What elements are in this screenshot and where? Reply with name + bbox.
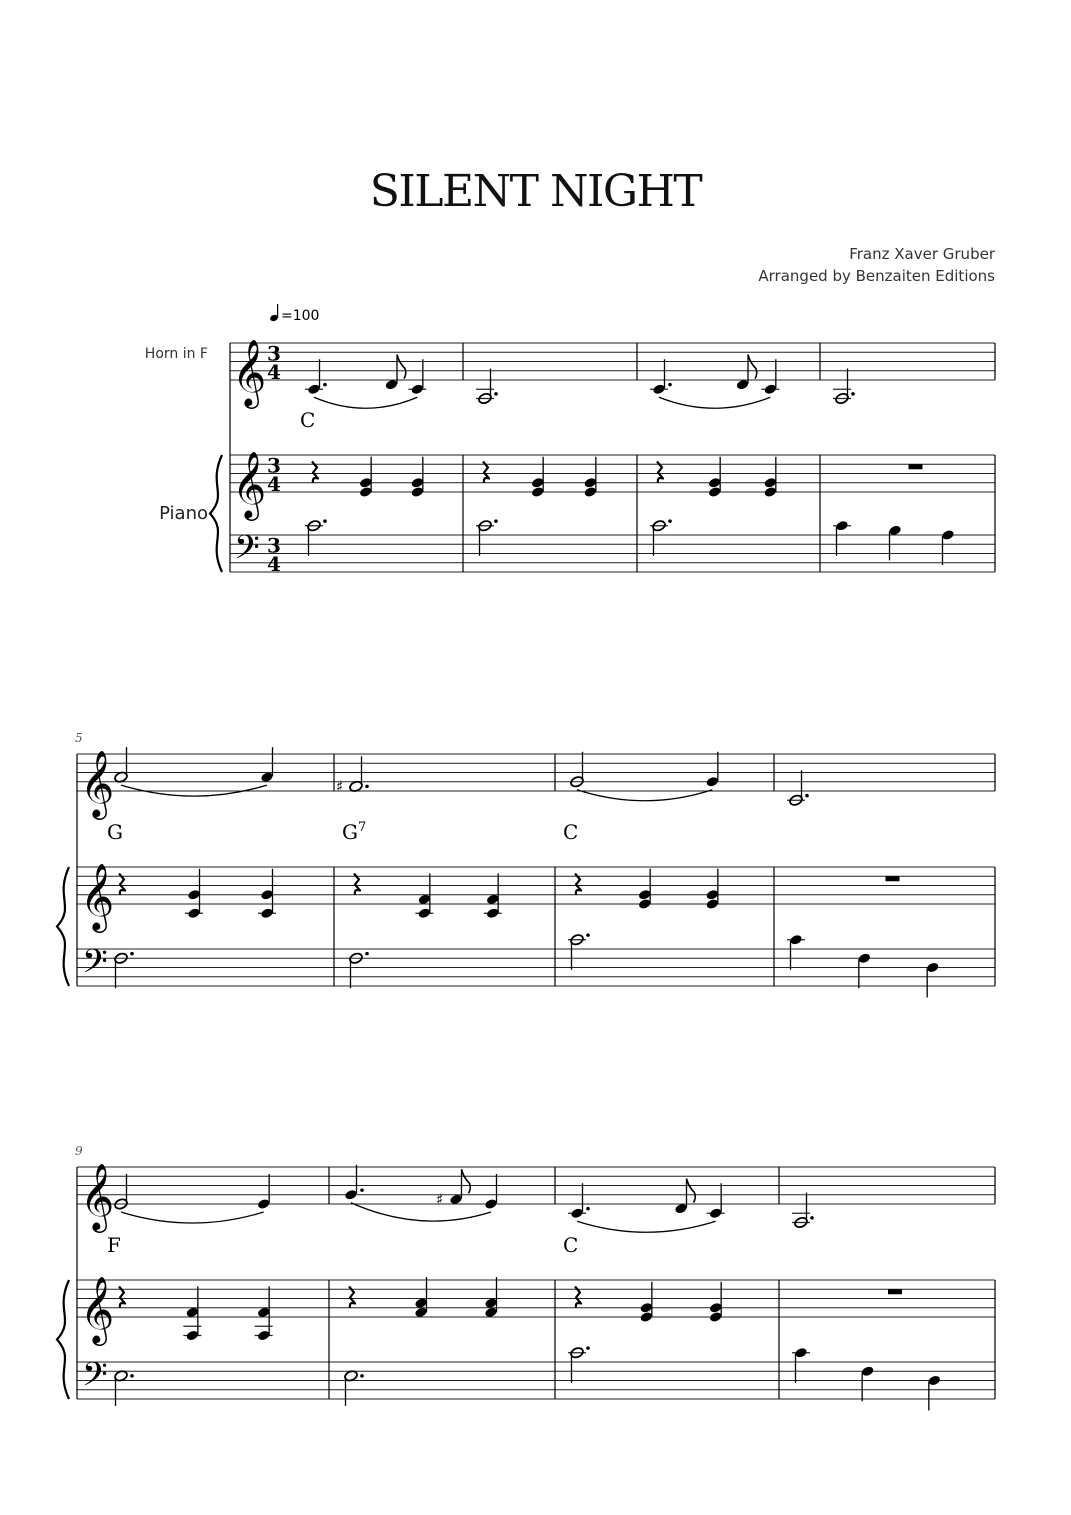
- note-head: [638, 889, 652, 901]
- time-signature-top: 3: [267, 453, 281, 478]
- duration-dot: [805, 794, 809, 798]
- note-head: [359, 486, 373, 498]
- note-head: [941, 529, 955, 541]
- duration-dot: [668, 519, 672, 523]
- note-head: [639, 1302, 653, 1314]
- treble-clef-icon: 𝄞: [232, 450, 267, 518]
- note-head: [639, 1311, 653, 1323]
- slur: [577, 1221, 716, 1232]
- note-head: [260, 889, 274, 901]
- note-head: [410, 477, 424, 489]
- chord-symbol: $G^7$: [342, 820, 367, 844]
- note-head: [794, 1347, 808, 1359]
- note-head: [410, 383, 424, 395]
- eighth-flag: [462, 1169, 471, 1193]
- note-head: [926, 962, 940, 974]
- piano-instrument-label: Piano: [159, 503, 208, 524]
- bass-clef-icon: 𝄢: [234, 528, 260, 575]
- chord-symbol: C: [563, 1233, 579, 1257]
- note-head: [260, 907, 274, 919]
- time-signature-top: 3: [267, 533, 281, 558]
- eighth-flag: [748, 355, 757, 379]
- tempo-marking: [269, 304, 319, 324]
- system-3: [57, 1144, 995, 1411]
- note-head: [531, 477, 545, 489]
- note-head: [708, 486, 722, 498]
- note-head: [789, 934, 803, 946]
- note-head: [583, 477, 597, 489]
- score-title: SILENT NIGHT: [369, 166, 702, 217]
- treble-clef-icon: 𝄞: [80, 1162, 115, 1230]
- slur: [351, 1203, 491, 1221]
- note-head: [531, 486, 545, 498]
- note-head: [857, 952, 871, 964]
- note-head: [763, 383, 777, 395]
- note-head: [705, 889, 719, 901]
- bass-clef-icon: 𝄢: [82, 942, 108, 989]
- time-signature-bottom: 4: [267, 552, 281, 576]
- note-head: [763, 486, 777, 498]
- duration-dot: [130, 952, 134, 956]
- duration-dot: [323, 383, 327, 387]
- piano-bass-staff: [230, 535, 995, 572]
- composer-credit: Franz Xaver Gruber: [849, 245, 995, 263]
- note-head: [652, 383, 666, 395]
- note-head: [486, 907, 500, 919]
- chord-symbol: C: [563, 820, 579, 844]
- note-head: [583, 486, 597, 498]
- system-1: [210, 338, 995, 576]
- duration-dot: [851, 392, 855, 396]
- duration-dot: [323, 519, 327, 523]
- eighth-flag: [397, 355, 406, 379]
- note-head: [708, 477, 722, 489]
- treble-clef-icon: 𝄞: [80, 862, 115, 930]
- note-head: [344, 1189, 358, 1201]
- note-head: [705, 898, 719, 910]
- note-head: [257, 1330, 271, 1342]
- whole-rest: [886, 876, 900, 881]
- duration-dot: [810, 1216, 814, 1220]
- note-head: [187, 889, 201, 901]
- duration-dot: [360, 1188, 364, 1192]
- note-head: [417, 907, 431, 919]
- duration-dot: [668, 383, 672, 387]
- note-head: [709, 1207, 723, 1219]
- note-head: [638, 898, 652, 910]
- treble-clef-icon: 𝄞: [80, 749, 115, 817]
- duration-dot: [365, 785, 369, 789]
- note-head: [307, 383, 321, 395]
- piano-treble-staff: [77, 1280, 995, 1317]
- measure-number: 9: [75, 1144, 83, 1158]
- whole-rest: [909, 464, 923, 469]
- treble-clef-icon: 𝄞: [232, 338, 267, 406]
- chord-symbol: F: [107, 1233, 121, 1257]
- note-head: [484, 1198, 498, 1210]
- note-head: [187, 907, 201, 919]
- bass-clef-icon: 𝄢: [82, 1355, 108, 1402]
- slur: [659, 397, 770, 408]
- chord-extension: 7: [357, 820, 367, 835]
- horn-staff: [77, 1167, 995, 1204]
- time-signature-bottom: 4: [267, 360, 281, 384]
- duration-dot: [494, 392, 498, 396]
- chord-symbol: G: [107, 820, 123, 844]
- piano-brace: [210, 455, 222, 572]
- arranger-credit: Arranged by Benzaiten Editions: [758, 267, 995, 285]
- duration-dot: [360, 1374, 364, 1378]
- piano-brace: [57, 1280, 69, 1399]
- note-head: [763, 477, 777, 489]
- tempo-value: =100: [281, 308, 320, 324]
- horn-staff: [230, 343, 995, 380]
- eighth-flag: [687, 1179, 696, 1203]
- time-signature-top: 3: [267, 341, 281, 366]
- piano-treble-staff: [77, 867, 995, 904]
- note-head: [570, 1207, 584, 1219]
- piano-treble-staff: [230, 455, 995, 492]
- measure-number: 5: [75, 731, 83, 745]
- note-head: [359, 477, 373, 489]
- slur: [121, 1212, 264, 1223]
- duration-dot: [586, 1346, 590, 1350]
- duration-dot: [586, 933, 590, 937]
- system-2: [57, 731, 995, 998]
- note-head: [835, 520, 849, 532]
- sharp-accidental: ♯: [336, 777, 344, 796]
- note-head: [709, 1302, 723, 1314]
- note-head: [927, 1375, 941, 1387]
- note-head: [257, 1198, 271, 1210]
- note-head: [705, 776, 719, 788]
- duration-dot: [494, 519, 498, 523]
- duration-dot: [130, 1374, 134, 1378]
- horn-instrument-label: Horn in F: [144, 346, 208, 362]
- treble-clef-icon: 𝄞: [80, 1275, 115, 1343]
- note-head: [410, 486, 424, 498]
- sharp-accidental: ♯: [436, 1190, 444, 1209]
- piano-brace: [57, 867, 69, 986]
- chord-symbol: C: [300, 408, 316, 432]
- note-head: [185, 1330, 199, 1342]
- piano-bass-staff: [77, 1362, 995, 1399]
- time-signature-bottom: 4: [267, 472, 281, 496]
- piano-bass-staff: [77, 949, 995, 986]
- slur: [314, 397, 417, 408]
- horn-staff: [77, 754, 995, 791]
- whole-rest: [888, 1289, 902, 1294]
- note-head: [709, 1311, 723, 1323]
- duration-dot: [586, 1207, 590, 1211]
- duration-dot: [365, 952, 369, 956]
- note-head: [861, 1365, 875, 1377]
